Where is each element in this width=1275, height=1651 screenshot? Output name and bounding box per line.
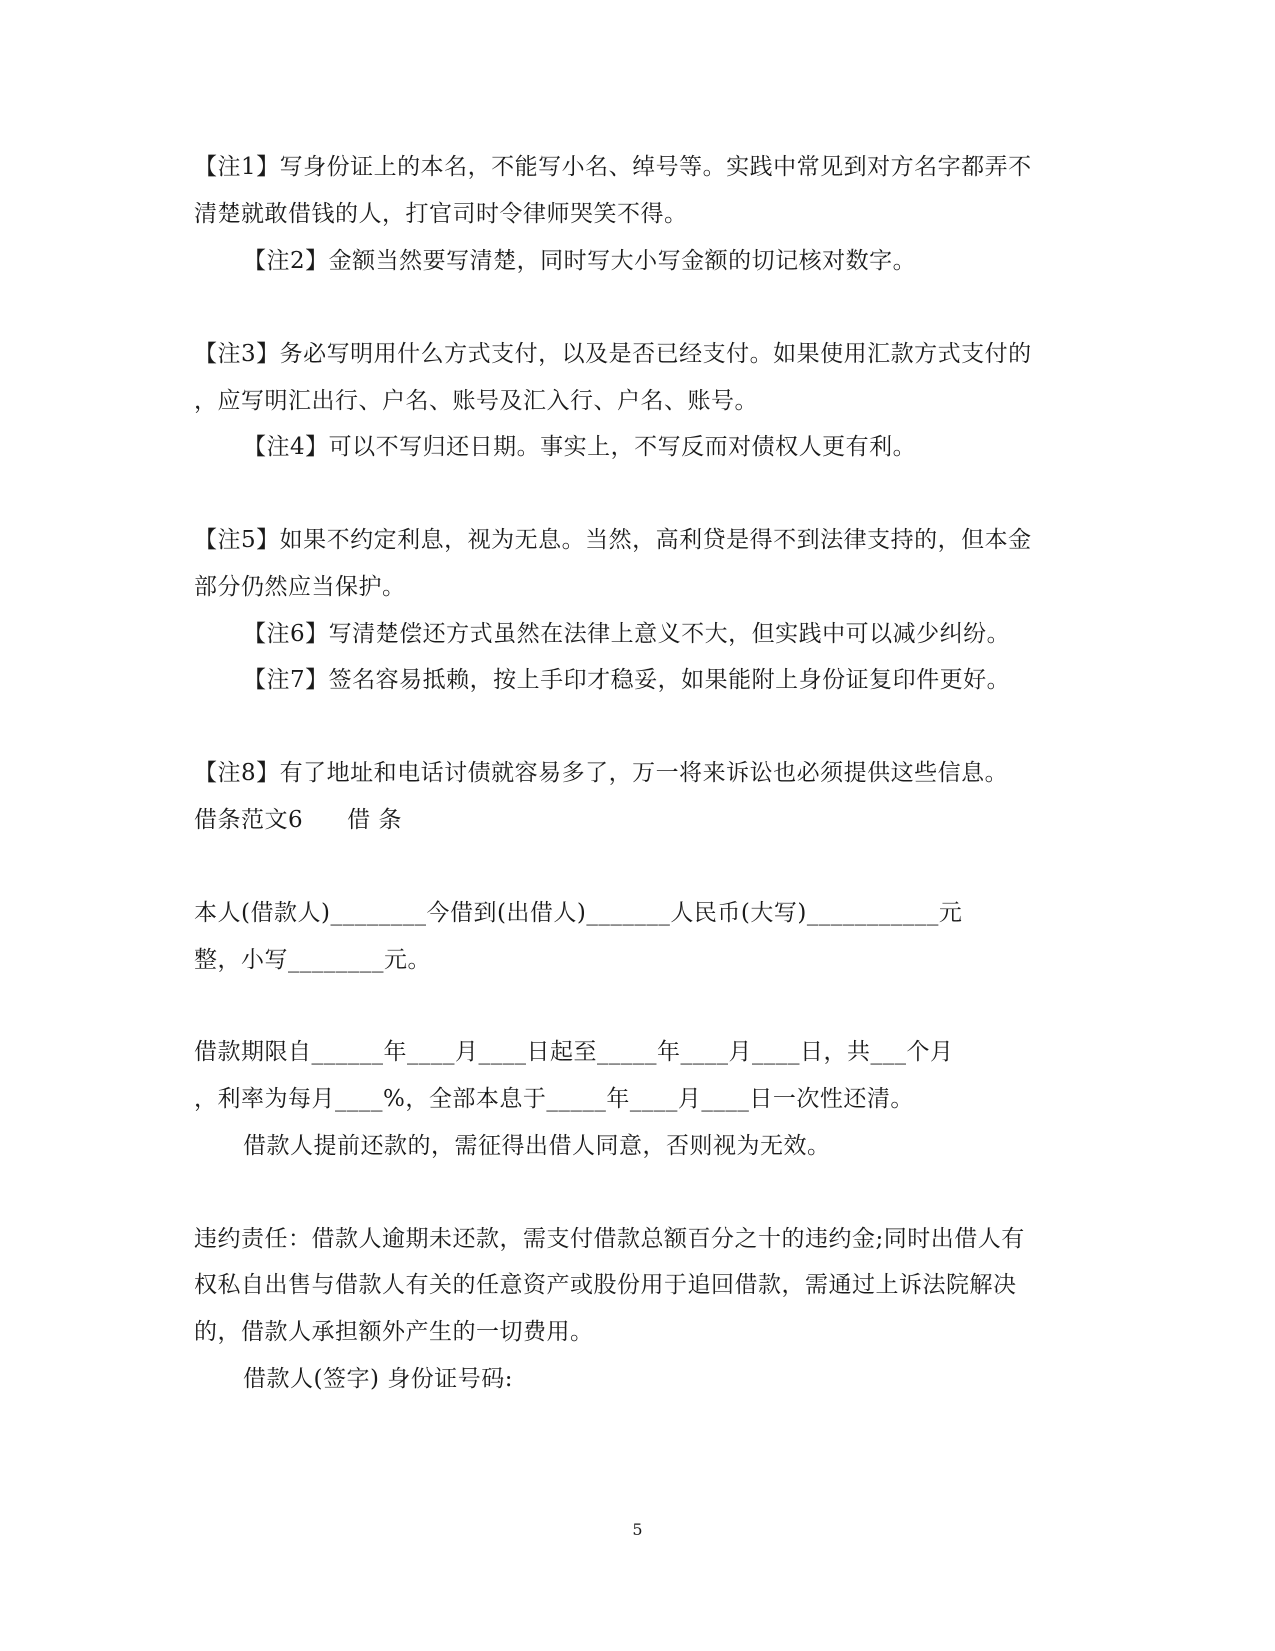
section-label: 借条范文6 bbox=[194, 807, 304, 833]
breach-line-2: 权私自出售与借款人有关的任意资产或股份用于追回借款，需通过上诉法院解决 bbox=[194, 1272, 1017, 1298]
note-8: 【注8】有了地址和电话讨债就容易多了，万一将来诉讼也必须提供这些信息。 bbox=[194, 760, 1009, 786]
note-3-line-1: 【注3】务必写明用什么方式支付，以及是否已经支付。如果使用汇款方式支付的 bbox=[194, 341, 1032, 367]
signature-line: 借款人(签字) 身份证号码: bbox=[243, 1366, 514, 1392]
term-line-2: ，利率为每月____%，全部本息于_____年____月____日一次性还清。 bbox=[194, 1086, 914, 1112]
page-number: 5 bbox=[632, 1520, 643, 1539]
section-heading bbox=[194, 805, 402, 835]
breach-line-1: 违约责任：借款人逾期未还款，需支付借款总额百分之十的违约金;同时出借人有 bbox=[194, 1226, 1025, 1252]
breach-line-3: 的，借款人承担额外产生的一切费用。 bbox=[194, 1319, 594, 1345]
note-4: 【注4】可以不写归还日期。事实上，不写反而对债权人更有利。 bbox=[243, 434, 917, 460]
note-2: 【注2】金额当然要写清楚，同时写大小写金额的切记核对数字。 bbox=[243, 248, 917, 274]
note-6: 【注6】写清楚偿还方式虽然在法律上意义不大，但实践中可以减少纠纷。 bbox=[243, 621, 1011, 647]
term-line-1: 借款期限自______年____月____日起至_____年____月____日，共___个月 bbox=[194, 1039, 954, 1065]
note-5-line-1: 【注5】如果不约定利息，视为无息。当然，高利贷是得不到法律支持的，但本金 bbox=[194, 527, 1032, 553]
note-7: 【注7】签名容易抵赖，按上手印才稳妥，如果能附上身份证复印件更好。 bbox=[243, 667, 1011, 693]
note-1-line-1: 【注1】写身份证上的本名，不能写小名、绰号等。实践中常见到对方名字都弄不 bbox=[194, 154, 1032, 180]
early-repayment-clause: 借款人提前还款的，需征得出借人同意，否则视为无效。 bbox=[243, 1133, 831, 1159]
note-3-line-2: ，应写明汇出行、户名、账号及汇入行、户名、账号。 bbox=[194, 388, 758, 414]
amount-line-1: 本人(借款人)________今借到(出借人)_______人民币(大写)___________元 bbox=[194, 900, 963, 926]
note-1-line-2: 清楚就敢借钱的人，打官司时令律师哭笑不得。 bbox=[194, 201, 688, 227]
note-5-line-2: 部分仍然应当保护。 bbox=[194, 574, 406, 600]
section-title: 借 条 bbox=[347, 807, 402, 833]
amount-line-2: 整，小写________元。 bbox=[194, 947, 431, 973]
